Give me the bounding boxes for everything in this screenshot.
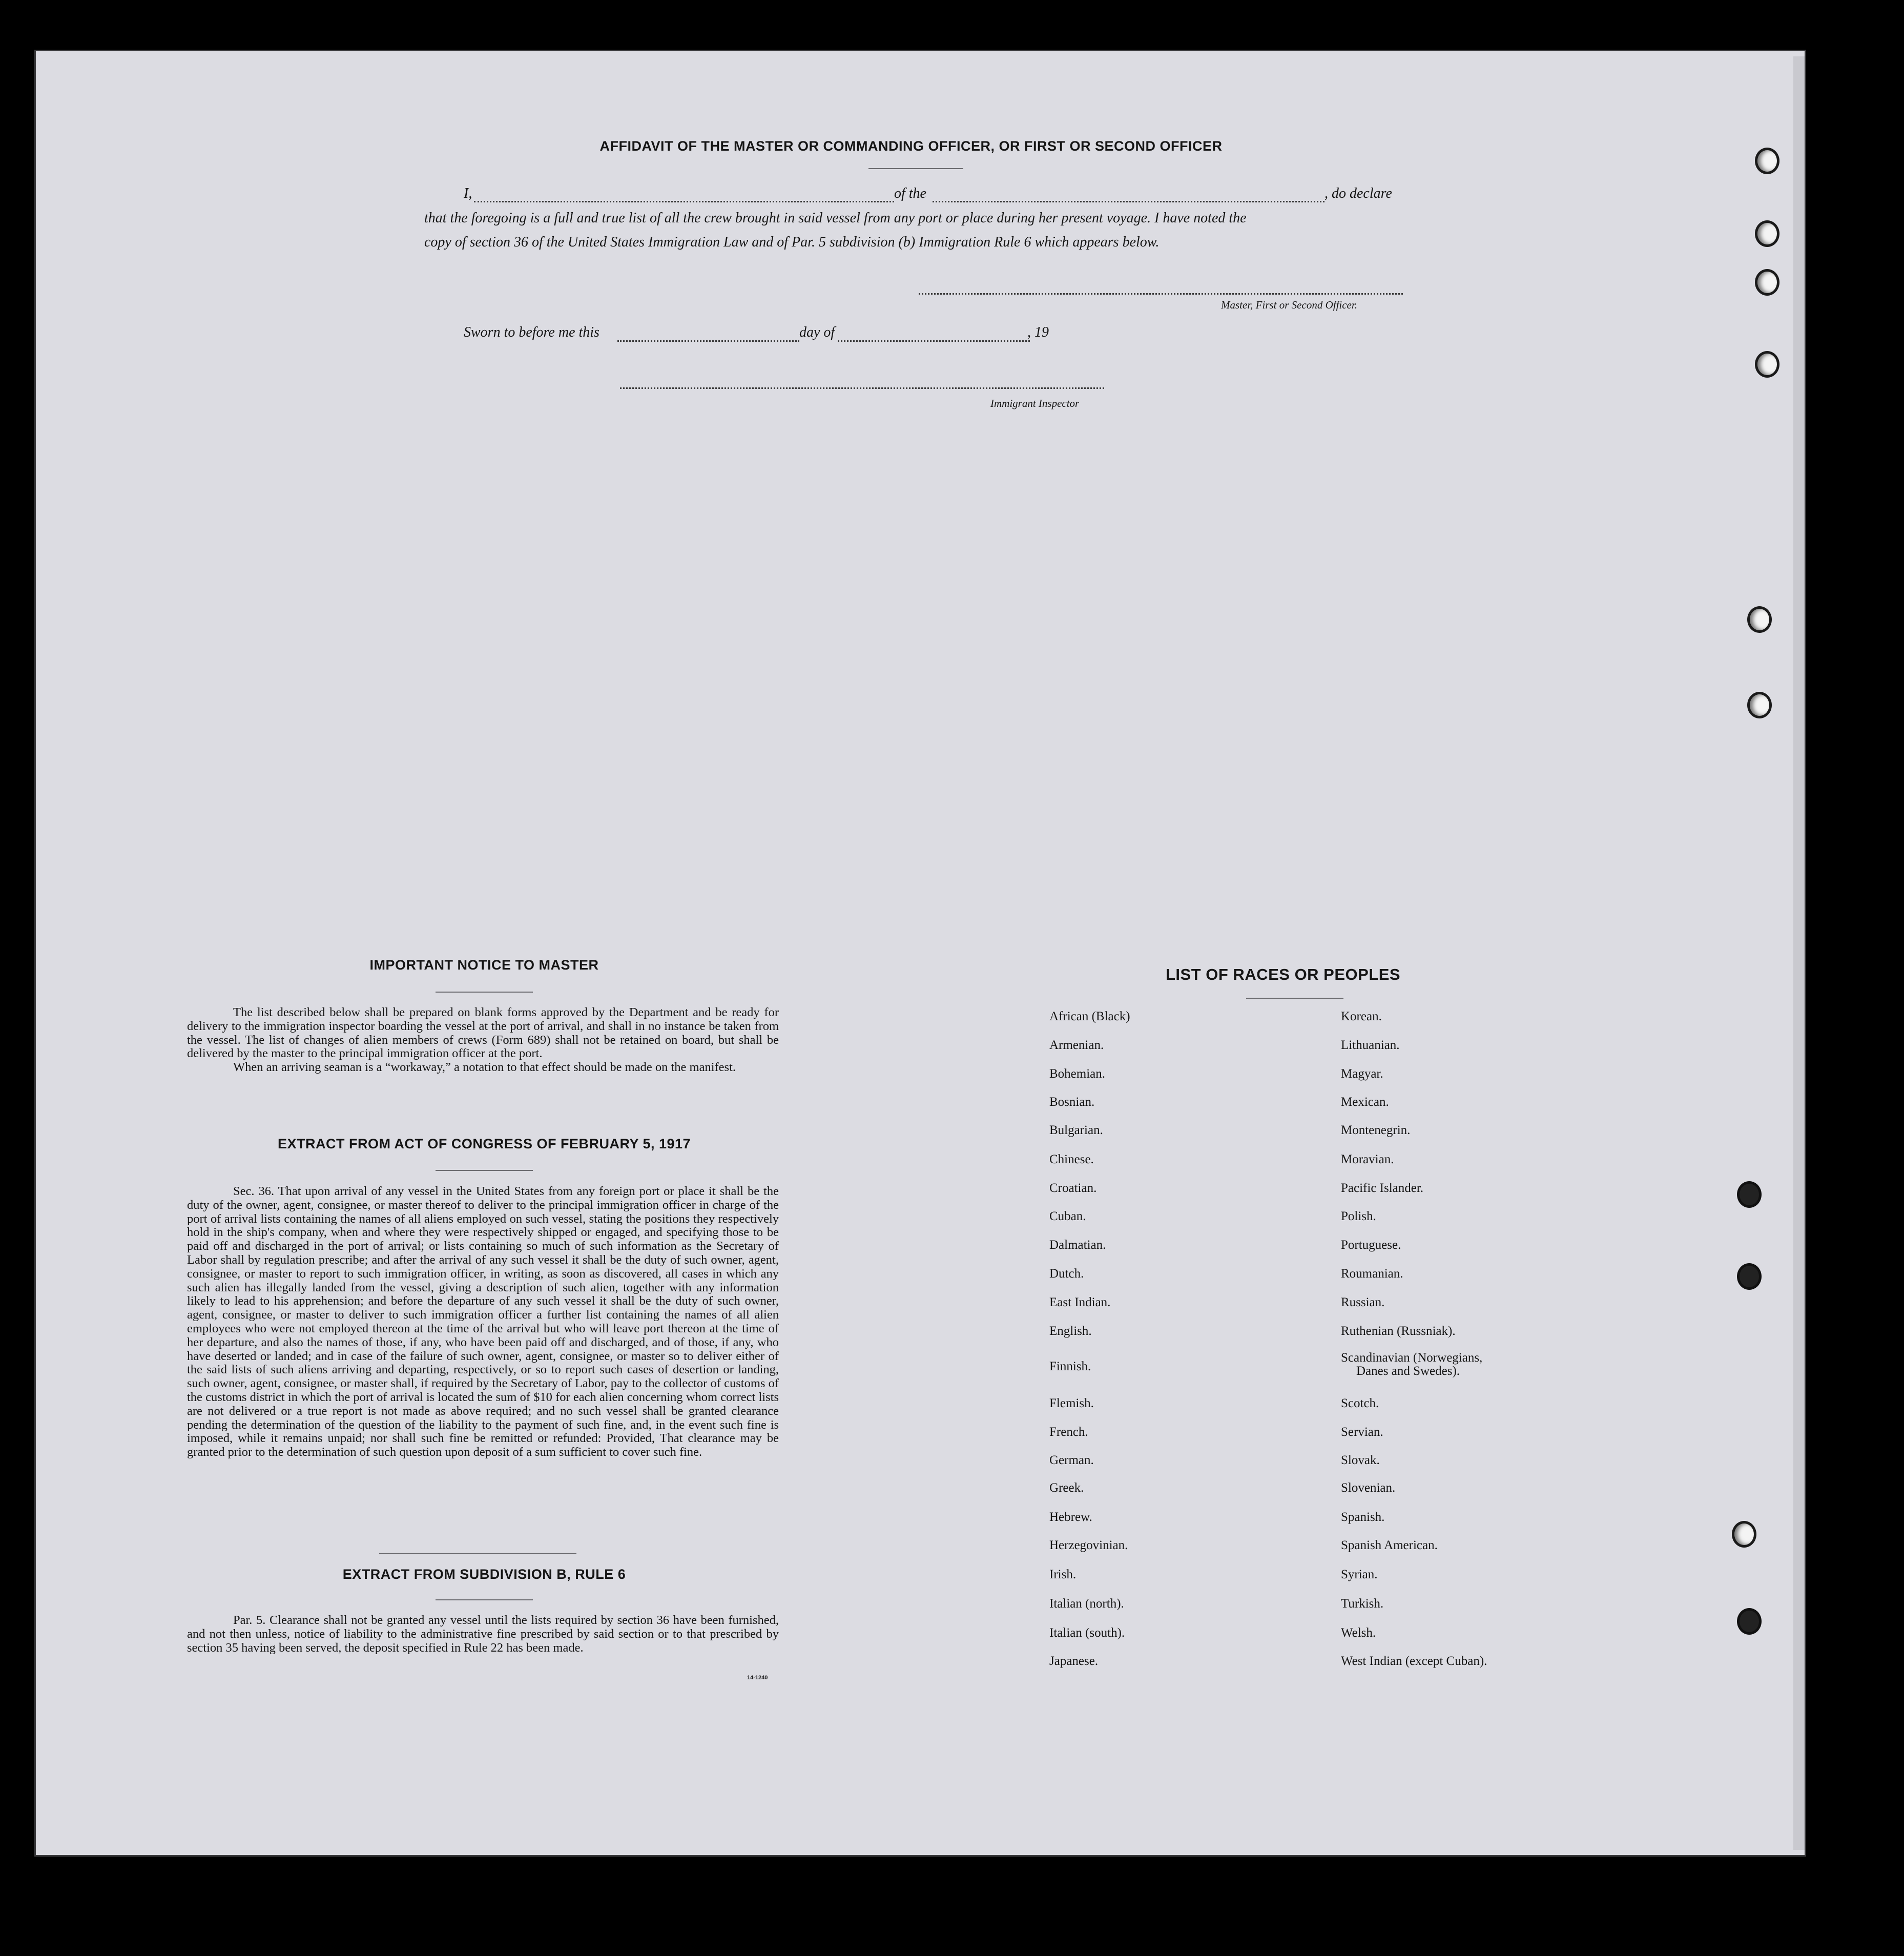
race-entry: Scandinavian (Norwegians,: [1341, 1351, 1483, 1365]
affidavit-line-2: that the foregoing is a full and true list of all the crew brought in said vessel from any port or place during her present voyage. I have noted the: [424, 210, 1247, 226]
race-entry: Ruthenian (Russniak).: [1341, 1324, 1456, 1338]
master-signature-field[interactable]: [919, 293, 1403, 295]
race-entry: African (Black): [1049, 1010, 1130, 1023]
binder-hole: [1737, 1263, 1762, 1290]
inspector-signature-field[interactable]: [620, 387, 1104, 389]
race-entry: Cuban.: [1049, 1209, 1086, 1223]
section-36-text: Sec. 36. That upon arrival of any vessel in the United States from any foreign port or place it shall be the duty of the owner, agent, consignee, or master thereof to deliver to the principal immigration officer in charge of the port of arrival lists containing the names of all aliens employed on such vessel, stating the positions they respectively hold in the ship's company, when and where they were respectively shipped or engaged, and specifying those to be paid off and discharged in the port of arrival; or lists containing so much of such information as the Secretary of Labor shall by regulation prescribe; and after the arrival of any such vessel it shall be the duty of such owner, agent, consignee, or master to report to such immigration officer, in writing, as soon as discovered, all cases in which any such alien has illegally landed from the vessel, giving a description of such alien, together with any information likely to lead to his apprehension; and before the departure of any such vessel it shall be the duty of such owner, agent, consignee, or master to deliver to such immigration officer a further list containing the names of all alien employees who were not employed thereon at the time of the arrival but who will leave port thereon at the time of her departure, and also the names of those, if any, who have been paid off and discharged, and of those, if any, who have deserted or landed; and in case of the failure of such owner, agent, consignee, or master so to deliver either of the said lists of such aliens arriving and departing, respectively, or so to report such cases of desertion or landing, such owner, agent, consignee, or master shall, if required by the Secretary of Labor, pay to the collector of customs of the customs district in which the port of arrival is located the sum of $10 for each alien concerning whom correct lists are not delivered or a true report is not made as above required; and no such vessel shall be granted clearance pending the determination of the question of the liability to the payment of such fine, and, in the event such fine is imposed, while it remains unpaid; nor shall such fine be remitted or refunded: Provided, That clearance may be granted prior to the determination of such question upon deposit of a sum sufficient to cover such fine.: [187, 1184, 779, 1459]
race-entry: Magyar.: [1341, 1067, 1383, 1081]
race-entry: French.: [1049, 1425, 1088, 1439]
race-entry: Slovenian.: [1341, 1481, 1396, 1495]
race-entry: Hebrew.: [1049, 1510, 1092, 1524]
race-entry: Italian (north).: [1049, 1597, 1124, 1611]
binder-hole: [1755, 351, 1779, 378]
race-entry: Servian.: [1341, 1425, 1383, 1439]
race-entry: Korean.: [1341, 1010, 1382, 1023]
race-entry: Armenian.: [1049, 1038, 1104, 1052]
race-entry: Mexican.: [1341, 1095, 1389, 1109]
affidavit-declare-label: , do declare: [1324, 186, 1392, 201]
binder-hole: [1747, 606, 1772, 633]
notice-rule: [436, 992, 533, 993]
sworn-label: Sworn to before me this: [464, 324, 599, 340]
binder-hole: [1747, 692, 1772, 718]
race-entry: Flemish.: [1049, 1396, 1094, 1410]
binder-hole: [1737, 1608, 1762, 1635]
race-entry: Moravian.: [1341, 1152, 1394, 1166]
race-entry: Spanish American.: [1341, 1538, 1438, 1552]
extract-rule-text: [187, 1614, 779, 1655]
notice-title: IMPORTANT NOTICE TO MASTER: [369, 957, 599, 973]
race-entry: Italian (south).: [1049, 1626, 1125, 1640]
extract-act-rule: [436, 1170, 533, 1171]
binder-hole: [1737, 1181, 1762, 1208]
race-entry: English.: [1049, 1324, 1092, 1338]
extract-act-text: [187, 1185, 779, 1459]
inspector-caption: Immigrant Inspector: [990, 397, 1080, 409]
race-entry: Bulgarian.: [1049, 1123, 1103, 1137]
race-entry: Bosnian.: [1049, 1095, 1095, 1109]
race-entry: Japanese.: [1049, 1654, 1099, 1668]
race-entry: Scotch.: [1341, 1396, 1379, 1410]
race-entry: Dutch.: [1049, 1267, 1084, 1281]
binder-hole: [1755, 269, 1779, 296]
race-entry: German.: [1049, 1453, 1094, 1467]
par-5-text: Par. 5. Clearance shall not be granted any vessel until the lists required by section 36 have been furnished, and not then unless, notice of liability to the administrative fine prescribed by said section or to that prescribed by section 35 having been served, the deposit specified in Rule 22 has been made.: [187, 1613, 779, 1655]
race-entry: Russian.: [1341, 1295, 1385, 1309]
race-entry: Herzegovinian.: [1049, 1538, 1128, 1552]
race-entry: Finnish.: [1049, 1360, 1091, 1373]
sworn-month-field[interactable]: [838, 340, 1030, 342]
sworn-day-field[interactable]: [617, 340, 799, 342]
master-caption: Master, First or Second Officer.: [1221, 299, 1357, 311]
extract-rule-title: EXTRACT FROM SUBDIVISION B, RULE 6: [342, 1567, 626, 1582]
binder-hole: [1755, 220, 1779, 247]
separator-rule: [379, 1553, 576, 1554]
binder-hole: [1732, 1521, 1756, 1548]
name-field[interactable]: [474, 201, 894, 202]
race-entry: Pacific Islander.: [1341, 1181, 1424, 1195]
races-rule: [1246, 998, 1343, 999]
race-entry: Greek.: [1049, 1481, 1084, 1495]
race-entry: Dalmatian.: [1049, 1238, 1106, 1252]
race-entry: Polish.: [1341, 1209, 1376, 1223]
race-entry: Bohemian.: [1049, 1067, 1106, 1081]
race-entry: Spanish.: [1341, 1510, 1385, 1524]
form-number: 14-1240: [747, 1675, 768, 1681]
notice-paragraph: When an arriving seaman is a “workaway,” a notation to that effect should be made on the manifest.: [233, 1060, 736, 1075]
extract-rule-rule: [436, 1599, 533, 1600]
race-entry: Chinese.: [1049, 1152, 1094, 1166]
race-entry: West Indian (except Cuban).: [1341, 1654, 1487, 1668]
sheet-edge: [1793, 56, 1805, 1850]
race-entry: Lithuanian.: [1341, 1038, 1400, 1052]
affidavit-i-label: I,: [464, 186, 472, 201]
year-label: , 19: [1027, 324, 1049, 340]
vessel-field[interactable]: [933, 201, 1324, 202]
races-title: LIST OF RACES OR PEOPLES: [1166, 965, 1401, 983]
day-of-label: day of: [799, 324, 835, 340]
race-entry: Roumanian.: [1341, 1267, 1403, 1281]
notice-text: [187, 1006, 779, 1075]
extract-act-title: EXTRACT FROM ACT OF CONGRESS OF FEBRUARY 5, 1917: [277, 1136, 691, 1151]
race-entry: Syrian.: [1341, 1568, 1378, 1581]
race-entry: Irish.: [1049, 1568, 1077, 1581]
race-entry: East Indian.: [1049, 1295, 1111, 1309]
race-entry: Slovak.: [1341, 1453, 1380, 1467]
affidavit-title: AFFIDAVIT OF THE MASTER OR COMMANDING OFFICER, OR FIRST OR SECOND OFFICER: [599, 138, 1223, 154]
race-entry: Turkish.: [1341, 1597, 1384, 1611]
race-entry-continuation: Danes and Swedes).: [1356, 1364, 1460, 1378]
race-entry: Croatian.: [1049, 1181, 1097, 1195]
race-entry: Montenegrin.: [1341, 1123, 1411, 1137]
race-entry: Welsh.: [1341, 1626, 1376, 1640]
affidavit-of-the-label: of the: [894, 186, 926, 201]
notice-paragraph: The list described below shall be prepared on blank forms approved by the Department and be ready for delivery to the immigration inspector boarding the vessel at the port of arrival, and shall in no instance be taken from the vessel. The list of changes of alien members of crews (Form 689) shall not be retained on board, but shall be delivered by the master to the principal immigration officer at the port.: [187, 1005, 779, 1061]
race-entry: Portuguese.: [1341, 1238, 1401, 1252]
title-rule: [868, 168, 963, 169]
affidavit-line-3: copy of section 36 of the United States Immigration Law and of Par. 5 subdivision (b) Immigration Rule 6 which appears below.: [424, 234, 1160, 250]
document-sheet: [36, 51, 1805, 1855]
